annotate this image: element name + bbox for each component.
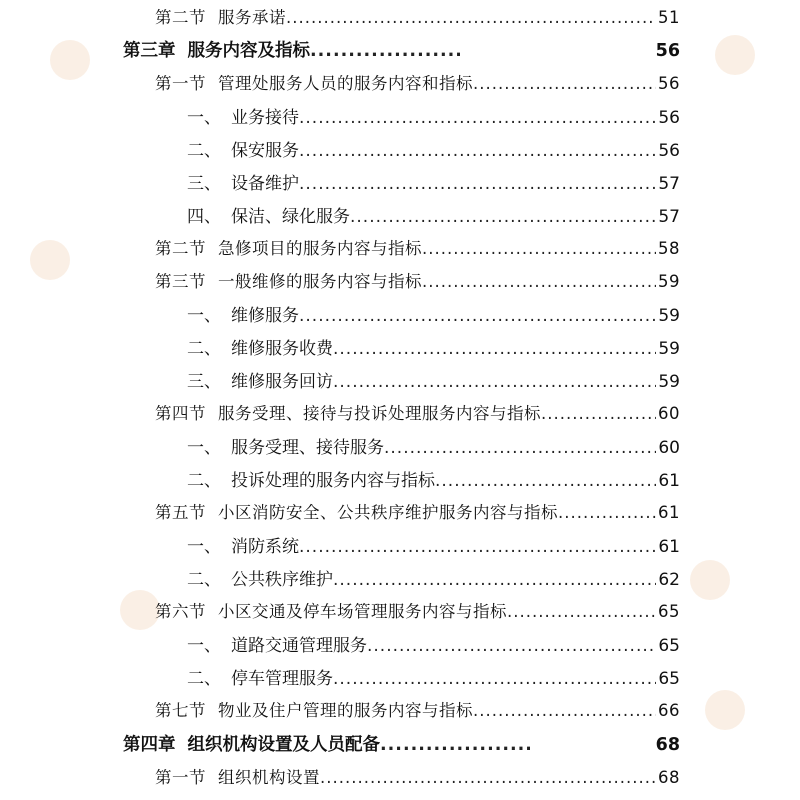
dot-leader	[299, 306, 656, 326]
dot-leader	[435, 471, 656, 491]
toc-entry[interactable]	[187, 103, 680, 133]
toc-entry-title: 一般维修的服务内容与指标	[218, 272, 422, 291]
toc-entry-label: 二、	[187, 570, 221, 590]
dot-leader	[333, 372, 656, 392]
toc-entry-title: 管理处服务人员的服务内容和指标	[218, 74, 473, 93]
toc-entry-label: 第二节	[155, 8, 206, 27]
toc-entry-page: 56	[658, 74, 680, 93]
toc-entry-label: 三、	[187, 174, 221, 194]
dot-leader	[507, 602, 656, 621]
toc-entry[interactable]	[155, 4, 680, 34]
toc-entry-page: 56	[658, 108, 680, 128]
toc-entry-title: 投诉处理的服务内容与指标	[231, 471, 435, 491]
toc-entry-page: 68	[655, 735, 680, 755]
toc-entry-title: 保洁、绿化服务	[231, 207, 350, 227]
toc-entry[interactable]	[187, 367, 680, 397]
toc-entry-title: 停车管理服务	[231, 669, 333, 689]
dot-leader	[299, 108, 656, 128]
toc-entry-title: 公共秩序维护	[231, 570, 333, 590]
toc-entry-label: 一、	[187, 537, 221, 557]
toc-entry-label: 一、	[187, 636, 221, 656]
toc-entry-page: 57	[658, 174, 680, 194]
toc-entry-title: 服务内容及指标	[187, 41, 310, 61]
toc-entry-label: 二、	[187, 669, 221, 689]
toc-entry-label: 第七节	[155, 701, 206, 720]
dot-leader	[384, 438, 656, 458]
toc-entry-title: 消防系统	[231, 537, 299, 557]
dot-leader	[473, 701, 656, 720]
toc-entry-title: 小区交通及停车场管理服务内容与指标	[218, 602, 507, 621]
dot-leader	[380, 735, 530, 755]
toc-entry-title: 设备维护	[231, 174, 299, 194]
toc-entry[interactable]	[187, 466, 680, 496]
toc-entry[interactable]	[155, 268, 680, 298]
toc-entry-title: 急修项目的服务内容与指标	[218, 239, 422, 258]
toc-entry-label: 第三章	[123, 41, 176, 61]
dot-leader	[299, 174, 656, 194]
dot-leader	[299, 537, 656, 557]
toc-entry-title: 维修服务回访	[231, 372, 333, 392]
toc-entry-label: 二、	[187, 339, 221, 359]
toc-entry-page: 65	[658, 602, 680, 621]
toc-entry[interactable]	[155, 235, 680, 265]
toc-entry-title: 服务受理、接待服务	[231, 438, 384, 458]
toc-entry[interactable]	[187, 565, 680, 595]
dot-leader	[350, 207, 656, 227]
toc-entry-page: 56	[658, 141, 680, 161]
dot-leader	[473, 74, 656, 93]
toc-entry[interactable]	[187, 664, 680, 694]
toc-entry[interactable]	[155, 499, 680, 529]
toc-entry-title: 小区消防安全、公共秩序维护服务内容与指标	[218, 503, 558, 522]
dot-leader	[310, 41, 460, 61]
toc-entry-page: 56	[655, 41, 680, 61]
toc-entry-label: 第一节	[155, 74, 206, 93]
toc-entry[interactable]	[155, 764, 680, 794]
toc-entry[interactable]	[155, 70, 680, 100]
toc-entry-title: 道路交通管理服务	[231, 636, 367, 656]
toc-entry-page: 65	[658, 669, 680, 689]
dot-leader	[367, 636, 656, 656]
toc-entry-title: 保安服务	[231, 141, 299, 161]
toc-entry-label: 二、	[187, 471, 221, 491]
toc-entry-title: 服务承诺	[218, 8, 286, 27]
toc-entry-page: 61	[658, 503, 680, 522]
toc-entry-page: 62	[658, 570, 680, 590]
toc-entry[interactable]	[187, 433, 680, 463]
toc-entry[interactable]	[187, 532, 680, 562]
toc-entry[interactable]	[155, 697, 680, 727]
toc-entry-page: 59	[658, 306, 680, 326]
toc-entry-label: 一、	[187, 306, 221, 326]
toc-entry-label: 第五节	[155, 503, 206, 522]
toc-entry-label: 四、	[187, 207, 221, 227]
toc-entry[interactable]	[187, 136, 680, 166]
toc-entry[interactable]	[187, 301, 680, 331]
dot-leader	[541, 404, 656, 423]
toc-entry[interactable]	[187, 169, 680, 199]
toc-entry-label: 第四节	[155, 404, 206, 423]
toc-entry-page: 59	[658, 372, 680, 392]
dot-leader	[320, 768, 656, 787]
toc-entry[interactable]	[187, 631, 680, 661]
toc-entry-title: 维修服务	[231, 306, 299, 326]
dot-leader	[422, 272, 656, 291]
dot-leader	[422, 239, 656, 258]
toc-entry-title: 业务接待	[231, 108, 299, 128]
toc-entry-page: 61	[658, 537, 680, 557]
toc-entry-title: 组织机构设置	[218, 768, 320, 787]
toc-entry-label: 第四章	[123, 735, 176, 755]
toc-entry[interactable]	[123, 37, 680, 67]
toc-entry-page: 60	[658, 404, 680, 423]
toc-entry-page: 65	[658, 636, 680, 656]
toc-entry-page: 68	[658, 768, 680, 787]
toc-entry-title: 组织机构设置及人员配备	[187, 735, 380, 755]
dot-leader	[299, 141, 656, 161]
dot-leader	[558, 503, 656, 522]
toc-entry-label: 第二节	[155, 239, 206, 258]
toc-entry-page: 59	[658, 272, 680, 291]
toc-entry-label: 二、	[187, 141, 221, 161]
toc-entry[interactable]	[187, 202, 680, 232]
toc-entry[interactable]	[187, 334, 680, 364]
toc-entry-label: 一、	[187, 438, 221, 458]
dot-leader	[286, 8, 656, 27]
toc-entry-page: 60	[658, 438, 680, 458]
toc-entry-page: 66	[658, 701, 680, 720]
toc-entry-page: 57	[658, 207, 680, 227]
toc-entry-title: 物业及住户管理的服务内容与指标	[218, 701, 473, 720]
toc-entry-page: 51	[658, 8, 680, 27]
toc-entry[interactable]	[123, 731, 680, 761]
toc-entry-page: 59	[658, 339, 680, 359]
dot-leader	[333, 339, 656, 359]
dot-leader	[333, 669, 656, 689]
toc-entry-page: 61	[658, 471, 680, 491]
toc-entry-title: 服务受理、接待与投诉处理服务内容与指标	[218, 404, 541, 423]
toc-entry-label: 一、	[187, 108, 221, 128]
toc-entry[interactable]	[155, 400, 680, 430]
toc-entry-title: 维修服务收费	[231, 339, 333, 359]
toc-entry-label: 三、	[187, 372, 221, 392]
toc-entry[interactable]	[155, 598, 680, 628]
toc-entry-label: 第一节	[155, 768, 206, 787]
toc-entry-label: 第三节	[155, 272, 206, 291]
toc-entry-label: 第六节	[155, 602, 206, 621]
dot-leader	[333, 570, 656, 590]
toc-entry-page: 58	[658, 239, 680, 258]
